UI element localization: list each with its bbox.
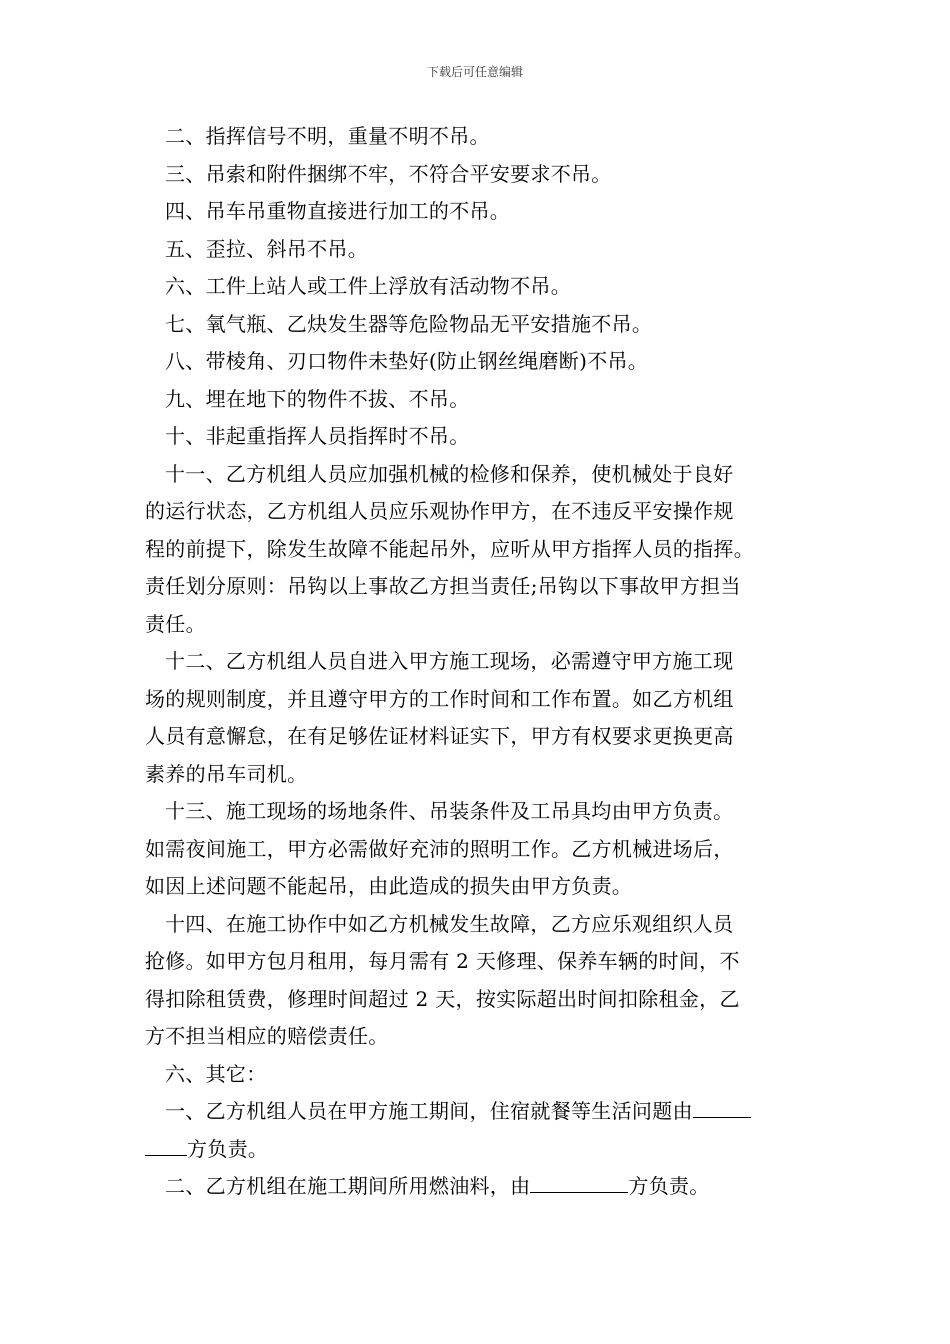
paragraph-12-line-1: 十二、乙方机组人员自进入甲方施工现场，必需遵守甲方施工现	[165, 649, 734, 673]
paragraph-14-line-1: 十四、在施工协作中如乙方机械发生故障，乙方应乐观组织人员	[165, 911, 734, 936]
other-item-1-line-2	[145, 1131, 810, 1169]
paragraph-13-line-2: 如需夜间施工，甲方必需做好充沛的照明工作。乙方机械进场后，	[145, 836, 734, 861]
other-item-2-tail: 方负责。	[628, 1174, 710, 1198]
paragraph-13-line-1: 十三、施工现场的场地条件、吊装条件及工吊具均由甲方负责。	[165, 799, 734, 823]
paragraph-14-line-2: 抢修。如甲方包月租用，每月需有 2 天修理、保养车辆的时间，不	[145, 949, 740, 973]
paragraph-12-line-4: 素养的吊车司机。	[145, 761, 308, 786]
rule-line-6: 六、工件上站人或工件上浮放有活动物不吊。	[165, 274, 571, 298]
rule-line-9: 九、埋在地下的物件不拔、不吊。	[165, 386, 470, 411]
other-item-1-line-1	[145, 1093, 810, 1131]
rule-line-10: 十、非起重指挥人员指挥时不吊。	[165, 424, 470, 448]
other-item-1-tail: 方负责。	[187, 1136, 269, 1161]
fill-in-blank[interactable]	[145, 1133, 187, 1156]
rule-line-3: 三、吊索和附件捆绑不牢，不符合平安要求不吊。	[165, 161, 612, 186]
page-header: 下载后可任意编辑	[426, 65, 523, 79]
paragraph-11-line-1: 十一、乙方机组人员应加强机械的检修和保养，使机械处于良好	[165, 461, 734, 486]
paragraph-11-line-5: 责任。	[145, 611, 206, 636]
rule-line-4: 四、吊车吊重物直接进行加工的不吊。	[165, 199, 511, 223]
rule-line-2: 二、指挥信号不明，重量不明不吊。	[165, 124, 490, 148]
document-body	[145, 118, 810, 1206]
other-item-2-text: 二、乙方机组在施工期间所用燃油料，由	[165, 1174, 531, 1198]
rule-line-5: 五、歪拉、斜吊不吊。	[165, 236, 368, 261]
section-heading-other: 六、其它：	[165, 1061, 267, 1086]
fill-in-blank[interactable]	[693, 1095, 751, 1118]
rule-line-7: 七、氧气瓶、乙炔发生器等危险物品无平安措施不吊。	[165, 311, 653, 336]
paragraph-14-line-4: 方不担当相应的赔偿责任。	[145, 1024, 389, 1048]
paragraph-11-line-4: 责任划分原则：吊钩以上事故乙方担当责任;吊钩以下事故甲方担当	[145, 574, 741, 598]
paragraph-11-line-2: 的运行状态，乙方机组人员应乐观协作甲方，在不违反平安操作规	[145, 499, 734, 523]
paragraph-14-line-3: 得扣除租赁费，修理时间超过 2 天，按实际超出时间扣除租金，乙	[145, 986, 740, 1011]
other-item-1-text: 一、乙方机组人员在甲方施工期间，住宿就餐等生活问题由	[165, 1099, 693, 1123]
paragraph-11-line-3: 程的前提下，除发生故障不能起吊外，应听从甲方指挥人员的指挥。	[145, 536, 754, 561]
rule-line-8: 八、带棱角、刃口物件未垫好(防止钢丝绳磨断)不吊。	[165, 349, 649, 373]
fill-in-blank[interactable]	[530, 1170, 628, 1193]
paragraph-13-line-3: 如因上述问题不能起吊，由此造成的损失由甲方负责。	[145, 874, 633, 898]
other-item-2	[145, 1168, 810, 1206]
paragraph-12-line-2: 场的规则制度，并且遵守甲方的工作时间和工作布置。如乙方机组	[145, 686, 734, 711]
paragraph-12-line-3: 人员有意懈怠，在有足够佐证材料证实下，甲方有权要求更换更高	[145, 724, 734, 748]
